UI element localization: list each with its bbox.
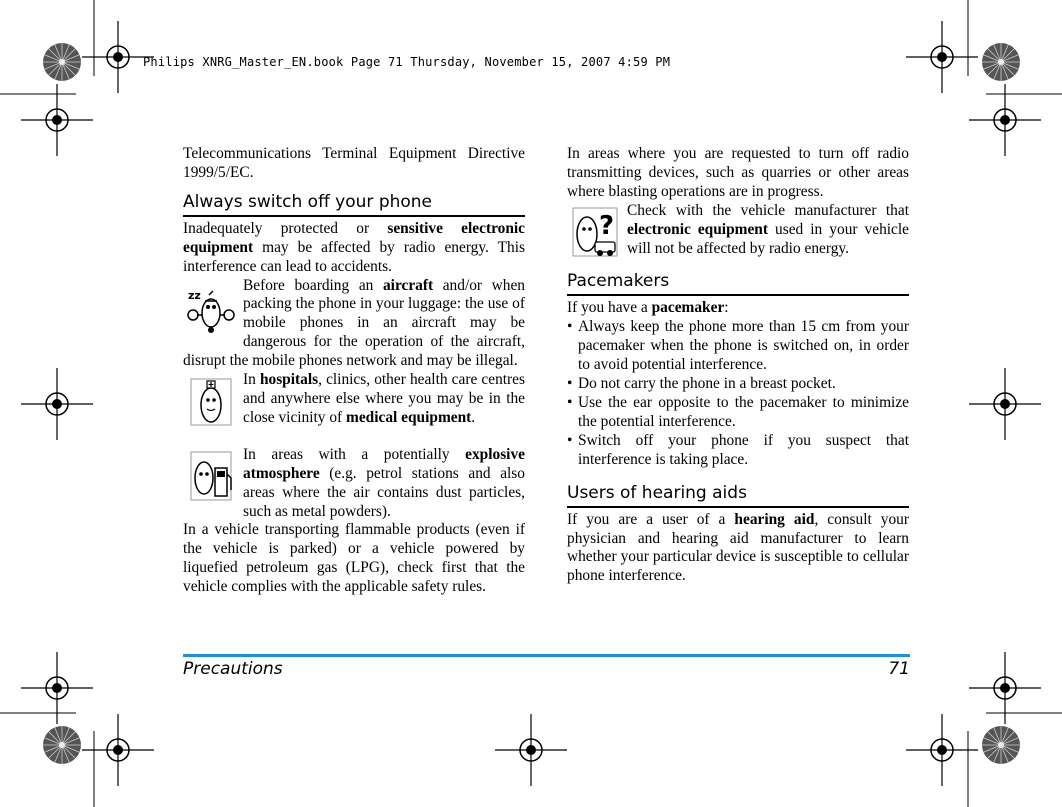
paragraph-blasting: In areas where you are requested to turn off radio transmitting devices, such as quarries or other areas where blasting operations are in progress. xyxy=(567,145,909,200)
section-heading-switch-off: Always switch off your phone xyxy=(183,191,525,217)
reg-mark-3 xyxy=(21,84,93,156)
list-item: • Always keep the phone more than 15 cm from your pacemaker when the phone is switched on, in order to avoid potential interference. xyxy=(567,318,909,375)
paragraph-hearing-aid: If you are a user of a hearing aid, consult your physician and hearing aid manufacturer to learn whether your particular device is susceptible to cellular phone interference. xyxy=(567,510,910,585)
print-header: Philips XNRG_Master_EN.book Page 71 Thursday, November 15, 2007 4:59 PM xyxy=(143,55,671,69)
aircraft-phone-icon xyxy=(183,279,239,335)
section-heading-pacemakers: Pacemakers xyxy=(567,270,909,296)
right-column xyxy=(567,145,909,586)
fuel-pump-phone-icon xyxy=(183,448,239,504)
reg-mark-11 xyxy=(906,714,978,786)
paragraph-aircraft: zz Before boarding an aircraft and/or when packing the phone in your luggage: the use of mobile phones in an aircraft may be dangerous for the operation of the aircraft, disrupt the mobile phones network and may be illegal. xyxy=(183,276,525,370)
star-target-tl xyxy=(43,43,81,81)
paragraph-vehicle-flammable: In a vehicle transporting flammable products (even if the vehicle is parked) or a vehicle powered by liquefied petroleum gas (LPG), check first that the vehicle complies with the applicable safety rules. xyxy=(183,521,525,596)
pacemaker-list xyxy=(567,318,909,469)
intro-paragraph: Telecommunications Terminal Equipment Directive 1999/5/EC. xyxy=(183,145,525,181)
reg-mark-4 xyxy=(969,84,1041,156)
footer-section-title: Precautions xyxy=(183,659,283,679)
reg-mark-5 xyxy=(21,368,93,440)
reg-mark-6 xyxy=(969,368,1041,440)
left-column xyxy=(183,145,525,597)
page-number: 71 xyxy=(888,659,910,679)
paragraph-sensitive-equipment: Inadequately protected or sensitive electronic equipment may be affected by radio energy. This interference can lead to accidents. xyxy=(183,219,525,275)
list-item: • Use the ear opposite to the pacemaker to minimize the potential interference. xyxy=(567,394,909,432)
pacemaker-intro: If you have a pacemaker: xyxy=(567,299,729,317)
reg-mark-2 xyxy=(906,21,978,93)
reg-mark-10 xyxy=(495,714,567,786)
list-item: • Switch off your phone if you suspect that interference is taking place. xyxy=(567,432,909,470)
hospital-phone-icon xyxy=(183,373,239,429)
svg-text:?: ? xyxy=(599,210,615,241)
section-heading-hearing-aids: Users of hearing aids xyxy=(567,482,909,508)
svg-text:zz: zz xyxy=(188,288,201,302)
paragraph-hospitals: In hospitals, clinics, other health care centres and anywhere else where you may be in the close vicinity of medical equipment. xyxy=(183,371,525,428)
footer-rule xyxy=(183,654,910,657)
paragraph-vehicle-electronics: ? Check with the vehicle manufacturer that electronic equipment used in your vehicle will not be affected by radio energy. xyxy=(567,202,909,259)
star-target-br xyxy=(982,726,1020,764)
list-item: • Do not carry the phone in a breast pocket. xyxy=(567,375,909,394)
vehicle-phone-icon xyxy=(567,204,623,260)
star-target-tr xyxy=(982,43,1020,81)
star-target-bl xyxy=(43,726,81,764)
reg-mark-9 xyxy=(82,714,154,786)
paragraph-explosive: In areas with a potentially explosive atmosphere (e.g. petrol stations and also areas where the air contains dust particles, such as metal powders). xyxy=(183,446,525,522)
